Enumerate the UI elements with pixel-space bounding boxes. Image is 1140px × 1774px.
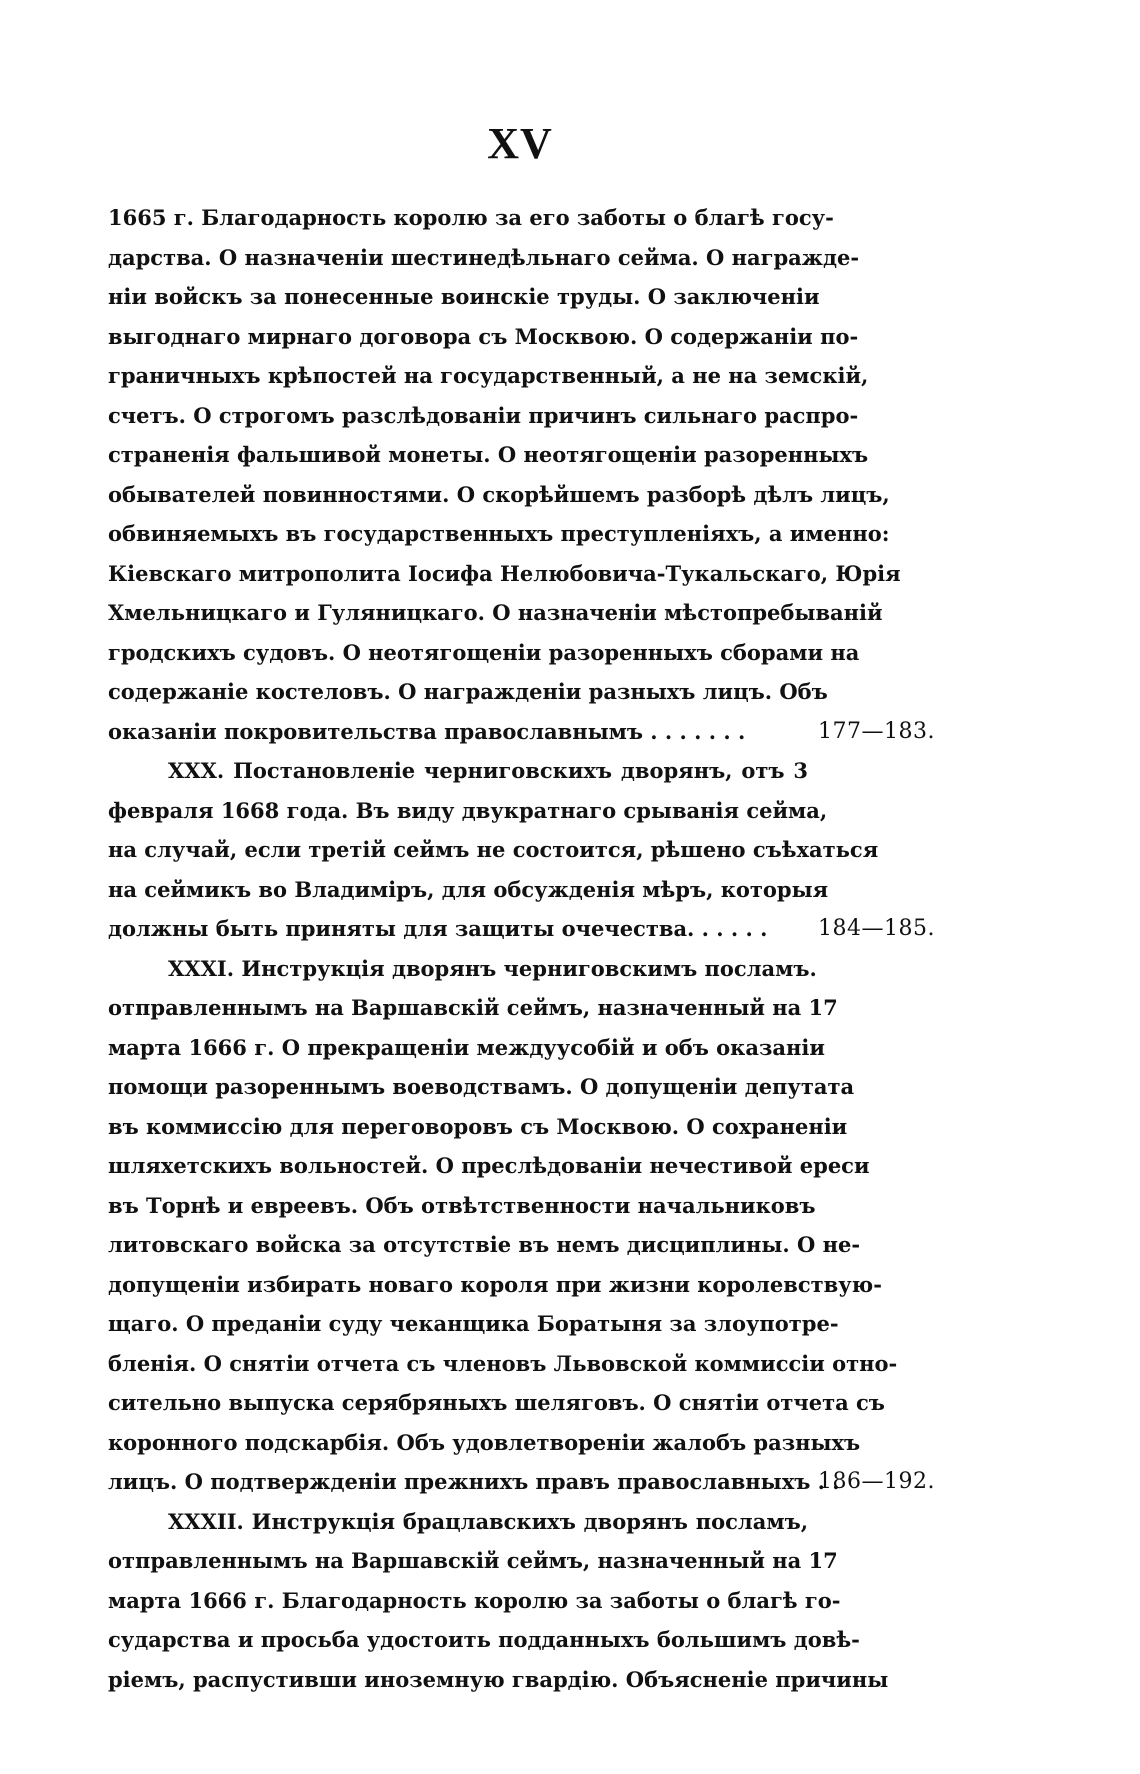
entry-line: отправленнымъ на Варшавскій сеймъ, назначенный на 17 xyxy=(108,995,838,1020)
entry-line: граничныхъ крѣпостей на государственный, а не на земскій, xyxy=(108,363,869,388)
entry-line: февраля 1668 года. Въ виду двукратнаго срыванія сейма, xyxy=(108,797,828,823)
entry-line: выгоднаго мирнаго договора съ Москвою. О содержаніи по- xyxy=(108,323,859,349)
toc-entry xyxy=(108,198,935,751)
toc-entry xyxy=(108,751,935,949)
entry-line: бленія. О снятіи отчета съ членовъ Львовской коммиссіи отно- xyxy=(108,1350,898,1376)
entry-line: лицъ. О подтвержденіи прежнихъ правъ православныхъ . . 186—192. xyxy=(108,1462,808,1502)
entry-line: оказаніи покровительства православнымъ . . . . . . . 177—183. xyxy=(108,712,808,752)
entry-line: сительно выпуска серябряныхъ шеляговъ. О снятіи отчета съ xyxy=(108,1390,885,1415)
entry-line: марта 1666 г. О прекращеніи междуусобій и объ оказаніи xyxy=(108,1034,825,1060)
entry-line: Кіевскаго митрополита Іосифа Нелюбовича-Тукальскаго, Юрія xyxy=(108,560,901,586)
page-range: 184—185. xyxy=(818,916,935,941)
entry-line: должны быть приняты для защиты очечества. . . . . . 184—185. xyxy=(108,909,808,949)
entry-line: щаго. О преданіи суду чеканщика Боратыня за злоупотре- xyxy=(108,1311,839,1336)
entry-line: обвиняемыхъ въ государственныхъ преступленіяхъ, а именно: xyxy=(108,521,890,546)
entry-line: литовскаго войска за отсутствіе въ немъ дисциплины. О не- xyxy=(108,1232,861,1257)
entry-line: шляхетскихъ вольностей. О преслѣдованіи нечестивой ереси xyxy=(108,1153,870,1178)
entry-line: XXXII. Инструкція брацлавскихъ дворянъ посламъ, xyxy=(168,1508,808,1534)
entry-line: на случай, если третій сеймъ не состоится, рѣшено съѣхаться xyxy=(108,837,879,862)
entry-line: сударства и просьба удостоить подданныхъ большимъ довѣ- xyxy=(108,1627,860,1652)
entry-line: коронного подскарбія. Объ удовлетвореніи жалобъ разныхъ xyxy=(108,1429,861,1455)
entry-line: въ Торнѣ и евреевъ. Объ отвѣтственности начальниковъ xyxy=(108,1192,816,1218)
entry-line: Хмельницкаго и Гуляницкаго. О назначеніи мѣстопребываній xyxy=(108,600,883,625)
entry-line: гродскихъ судовъ. О неотягощеніи разоренныхъ сборами на xyxy=(108,639,860,665)
entry-line: въ коммиссію для переговоровъ съ Москвою. О сохраненіи xyxy=(108,1113,848,1139)
entry-line: допущеніи избирать новаго короля при жизни королевствую- xyxy=(108,1271,882,1297)
entry-line: марта 1666 г. Благодарность королю за заботы о благѣ го- xyxy=(108,1587,841,1613)
entry-line: ріемъ, распустивши иноземную гвардію. Объясненіе причины xyxy=(108,1666,889,1692)
entry-line: XXXI. Инструкція дворянъ черниговскимъ посламъ. xyxy=(168,955,817,981)
page-range: 177—183. xyxy=(818,718,935,744)
entry-line: 1665 г. Благодарность королю за его заботы о благѣ госу- xyxy=(108,205,834,230)
page-number: XV xyxy=(487,119,553,168)
page-range: 186—192. xyxy=(818,1469,935,1494)
toc-entry xyxy=(108,949,935,1502)
entry-line: помощи разореннымъ воеводствамъ. О допущеніи депутата xyxy=(108,1074,855,1099)
entry-line: обывателей повинностями. О скорѣйшемъ разборѣ дѣлъ лицъ, xyxy=(108,481,890,507)
entry-line: отправленнымъ на Варшавскій сеймъ, назначенный на 17 xyxy=(108,1548,838,1573)
table-of-contents xyxy=(108,198,935,1699)
entry-line: на сеймикъ во Владиміръ, для обсужденія мѣръ, которыя xyxy=(108,876,829,902)
toc-entry xyxy=(108,1502,889,1700)
entry-line: XXX. Постановленіе черниговскихъ дворянъ, отъ 3 xyxy=(168,758,808,783)
entry-line: ніи войскъ за понесенные воинскіе труды. О заключеніи xyxy=(108,284,820,309)
entry-line: счетъ. О строгомъ разслѣдованіи причинъ сильнаго распро- xyxy=(108,402,859,428)
entry-line: содержаніе костеловъ. О награжденіи разныхъ лицъ. Объ xyxy=(108,679,828,704)
entry-line: страненія фальшивой монеты. О неотягощеніи разоренныхъ xyxy=(108,442,869,467)
entry-line: дарства. О назначеніи шестинедѣльнаго сейма. О награжде- xyxy=(108,244,860,270)
